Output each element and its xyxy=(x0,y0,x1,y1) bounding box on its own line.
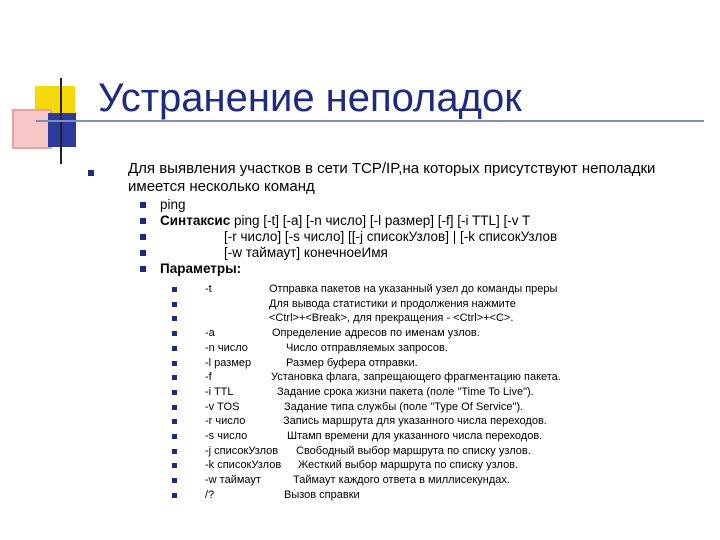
param-description: Вызов справки xyxy=(284,488,360,501)
syntax-text-1: ping [-t] [-a] [-n число] [-l размер] [-f] [-i TTL] [-v T xyxy=(230,213,531,228)
bullet-icon xyxy=(172,331,177,336)
bullet-icon xyxy=(172,493,177,498)
param-description: Жесткий выбор маршрута по списку узлов. xyxy=(298,459,519,472)
bullet-icon xyxy=(172,405,177,410)
param-description: Задание срока жизни пакета (поле "Time To Live"). xyxy=(277,385,534,398)
syntax-line-3: [-w таймаут] конечноеИмя xyxy=(224,245,388,260)
bullet-icon xyxy=(172,346,177,351)
syntax-line-2: [-r число] [-s число] [[-j списокУзлов] | [-k списокУзлов xyxy=(224,229,558,244)
param-description: Определение адресов по именам узлов. xyxy=(272,327,480,340)
param-description: Свободный выбор маршрута по списку узлов. xyxy=(296,444,531,457)
bullet-icon xyxy=(172,361,177,366)
param-description: Установка флага, запрещающего фрагментацию пакета. xyxy=(271,371,561,384)
param-option: -n число xyxy=(205,341,248,354)
param-option: -f xyxy=(205,371,212,384)
param-option: -a xyxy=(205,327,215,340)
param-option: -s число xyxy=(205,430,248,442)
bullet-icon xyxy=(140,218,146,224)
param-description: Штамп времени для указанного числа переходов. xyxy=(287,430,543,442)
bullet-icon xyxy=(140,202,146,208)
bullet-icon xyxy=(140,250,146,256)
param-option: -t xyxy=(205,283,212,295)
bullet-icon xyxy=(172,463,177,468)
slide-title: Устранение неполадок xyxy=(98,76,522,120)
param-option: -i TTL xyxy=(205,385,234,398)
param-description: Число отправляемых запросов. xyxy=(286,341,448,354)
params-label: Параметры: xyxy=(160,261,242,276)
param-description: Таймаут каждого ответа в миллисекундах. xyxy=(293,474,510,487)
param-description: Запись маршрута для указанного числа переходов. xyxy=(283,415,547,428)
param-option: /? xyxy=(205,488,215,501)
param-description: <Ctrl>+<Break>, для прекращения - <Ctrl>+<C>. xyxy=(269,312,514,325)
param-option: -w таймаут xyxy=(205,474,261,487)
bullet-icon xyxy=(172,478,177,483)
param-option: -l размер xyxy=(205,356,252,369)
ping-command: ping xyxy=(160,197,186,212)
bullet-icon xyxy=(140,266,146,272)
intro-text xyxy=(128,160,655,196)
decor-pink-square xyxy=(12,109,52,149)
param-option: -v TOS xyxy=(205,400,240,413)
bullet-icon xyxy=(172,287,177,292)
bullet-icon xyxy=(172,419,177,424)
intro-line-1: Для выявления участков в сети TCP/IP,на которых присутствуют неполадки xyxy=(128,160,656,177)
intro-line-2: имеется несколько команд xyxy=(128,178,315,195)
param-option: -r число xyxy=(205,415,246,428)
param-description: Задание типа службы (поле "Type Of Service"). xyxy=(284,400,524,413)
param-option: -k списокУзлов xyxy=(205,459,282,472)
syntax-label: Синтаксис xyxy=(160,213,231,228)
param-description: Для вывода статистики и продолжения нажмите xyxy=(269,297,516,310)
bullet-icon xyxy=(88,170,94,176)
decor-blue-square xyxy=(48,113,76,147)
bullet-icon xyxy=(172,449,177,454)
bullet-icon xyxy=(172,434,177,439)
syntax-line-1 xyxy=(160,213,530,229)
bullet-icon xyxy=(172,302,177,307)
bullet-icon xyxy=(140,234,146,240)
param-option: -j списокУзлов xyxy=(205,444,279,457)
bullet-icon xyxy=(172,375,177,380)
param-description: Отправка пакетов на указанный узел до команды преры xyxy=(269,283,558,295)
bullet-icon xyxy=(172,390,177,395)
bullet-icon xyxy=(172,316,177,321)
param-description: Размер буфера отправки. xyxy=(286,356,418,369)
